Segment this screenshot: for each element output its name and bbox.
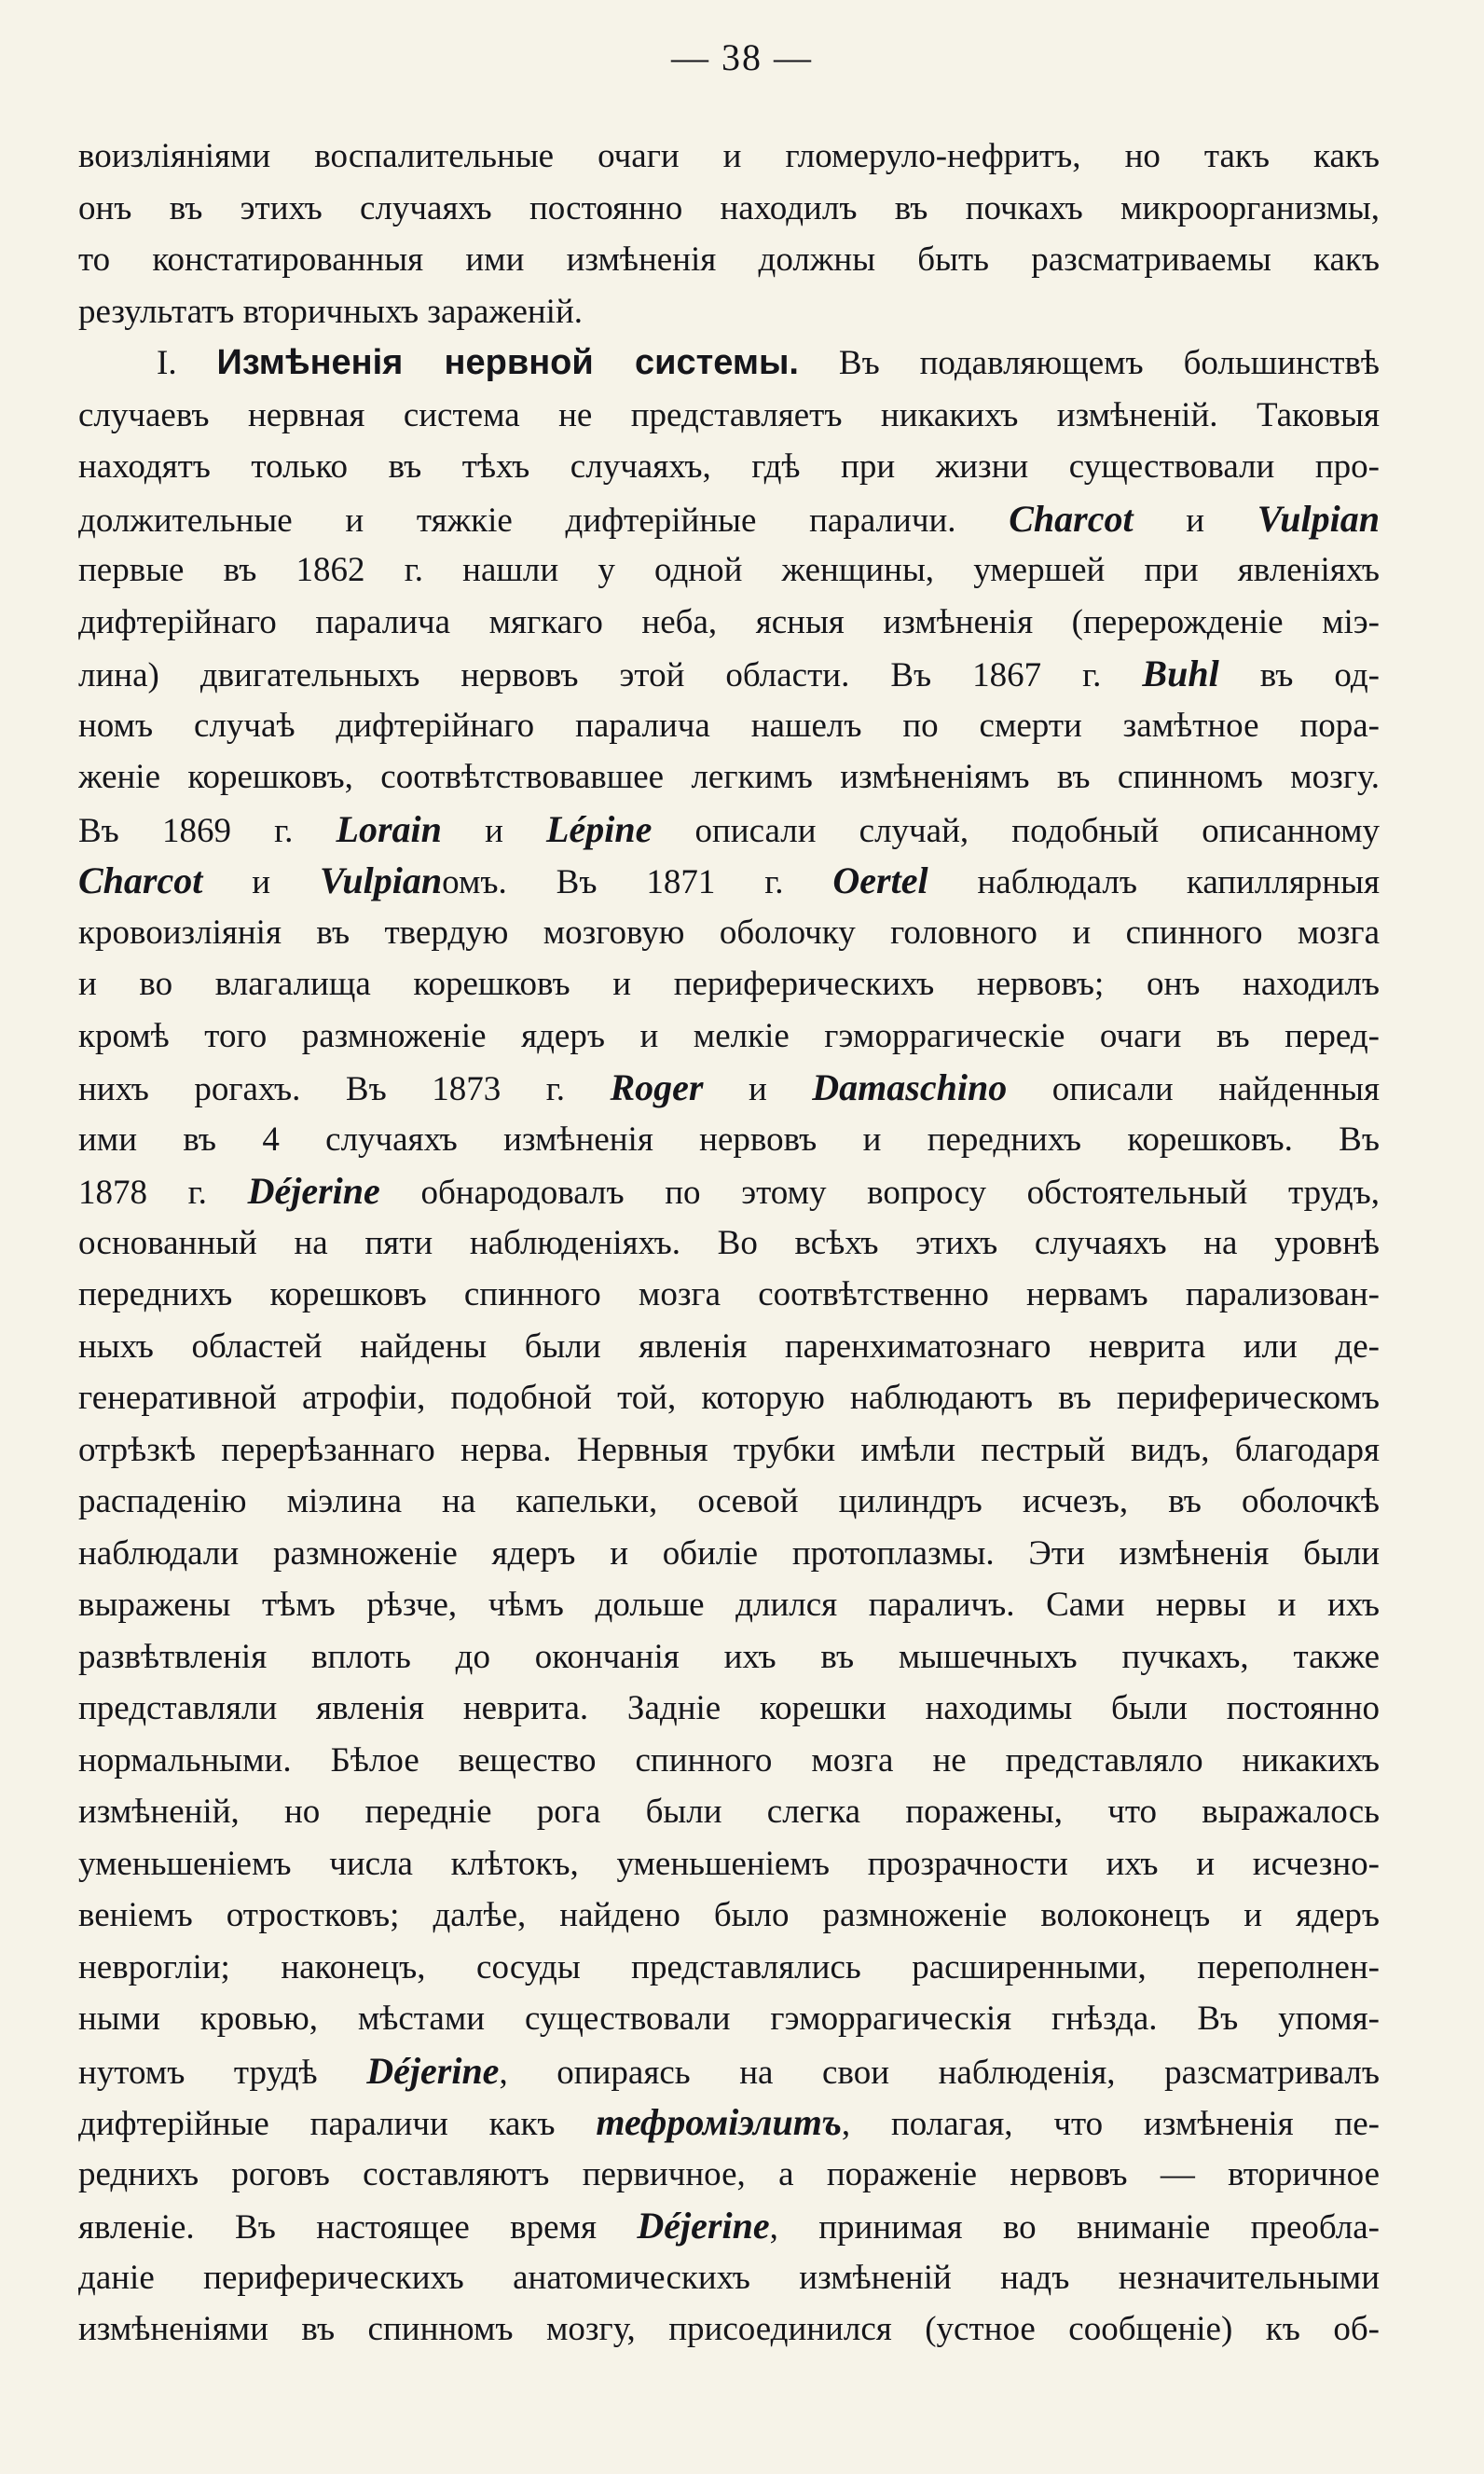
text-line: то констатированныя ими измѣненія должны быть разсматриваемы какъ: [78, 241, 1380, 279]
text-segment: и: [441, 811, 547, 850]
text-line: уменьшеніемъ числа клѣтокъ, уменьшеніемъ прозрачности ихъ и исчезно-: [78, 1844, 1380, 1883]
author-name: Déjerine: [366, 2049, 500, 2092]
text-line: отрѣзкѣ перерѣзаннаго нерва. Нервныя трубки имѣли пестрый видъ, благодаря: [78, 1430, 1380, 1469]
text-line: [78, 337, 1380, 390]
text-segment: I.: [157, 344, 217, 382]
author-name: Buhl: [1142, 653, 1219, 694]
text-segment: 1878 г.: [78, 1174, 248, 1212]
text-line: [78, 648, 1380, 700]
text-segment: нутомъ трудѣ: [78, 2053, 367, 2092]
text-segment: , опираясь на свои наблюденія, разсматривалъ: [499, 2053, 1380, 2092]
text-segment: нихъ рогахъ. Въ 1873 г.: [78, 1070, 611, 1108]
text-segment: описали найденныя: [1007, 1070, 1380, 1108]
text-line: [78, 2096, 1380, 2149]
text-line: [78, 2045, 1380, 2097]
author-name: Charcot: [1009, 497, 1134, 540]
text-line: генеративной атрофіи, подобной той, которую наблюдаютъ въ периферическомъ: [78, 1379, 1380, 1417]
text-line: номъ случаѣ дифтерійнаго паралича нашелъ по смерти замѣтное пора-: [78, 706, 1380, 745]
text-segment: и: [703, 1070, 813, 1108]
author-name: Lépine: [546, 807, 653, 850]
text-line: развѣтвленія вплоть до окончанія ихъ въ мышечныхъ пучкахъ, также: [78, 1637, 1380, 1676]
text-line: измѣненій, но передніе рога были слегка поражены, что выражалось: [78, 1793, 1380, 1831]
text-line: ими въ 4 случаяхъ измѣненія нервовъ и переднихъ корешковъ. Въ: [78, 1120, 1380, 1159]
author-name: Damaschino: [812, 1066, 1008, 1108]
author-name: Déjerine: [247, 1170, 380, 1212]
text-line: наблюдали размноженіе ядеръ и обиліе протоплазмы. Эти измѣненія были: [78, 1533, 1380, 1573]
text-line: первые въ 1862 г. нашли у одной женщины, умершей при явленіяхъ: [78, 551, 1380, 589]
text-line: [78, 2200, 1380, 2252]
author-name: Vulpian: [1257, 497, 1380, 540]
text-line: находятъ только въ тѣхъ случаяхъ, гдѣ при жизни существовали про-: [78, 447, 1380, 486]
author-name: Déjerine: [637, 2205, 770, 2247]
text-segment: Въ 1869 г.: [78, 811, 337, 850]
text-line: [78, 493, 1380, 545]
text-line: случаевъ нервная система не представляетъ никакихъ измѣненій. Таковыя: [78, 395, 1380, 434]
text-line: ными кровью, мѣстами существовали гэморрагическія гнѣзда. Въ упомя-: [78, 2000, 1380, 2038]
text-line: онъ въ этихъ случаяхъ постоянно находилъ въ почкахъ микроорганизмы,: [78, 188, 1380, 227]
text-segment: обнародовалъ по этому вопросу обстоятельный трудъ,: [379, 1174, 1380, 1212]
text-line: представляли явленія неврита. Задніе корешки находимы были постоянно: [78, 1689, 1380, 1727]
body-text: [78, 131, 1380, 2356]
text-line: воизліяніями воспалительные очаги и гломеруло-нефритъ, но такъ какъ: [78, 137, 1380, 175]
text-line: выражены тѣмъ рѣзче, чѣмъ дольше длился параличъ. Сами нервы и ихъ: [78, 1586, 1380, 1624]
text-segment: дифтерійные параличи какъ: [78, 2105, 597, 2143]
text-line: кромѣ того размноженіе ядеръ и мелкіе гэморрагическіе очаги въ перед-: [78, 1016, 1380, 1055]
author-name: Charcot: [78, 859, 203, 901]
author-name: Lorain: [336, 807, 442, 850]
text-line: [78, 855, 1380, 907]
text-segment: омъ. Въ 1871 г.: [442, 863, 833, 901]
text-segment: , принимая во вниманіе преобла-: [769, 2208, 1380, 2247]
text-line: ныхъ областей найдены были явленія паренхиматознаго неврита или де-: [78, 1326, 1380, 1366]
text-line: и во влагалища корешковъ и периферическихъ нервовъ; онъ находилъ: [78, 965, 1380, 1003]
text-segment: Въ подавляющемъ большинствѣ: [798, 344, 1380, 382]
text-segment: и: [202, 863, 320, 901]
text-line: результатъ вторичныхъ зараженій.: [78, 292, 584, 331]
author-name: Oertel: [832, 859, 928, 901]
author-name: Vulpian: [319, 859, 443, 901]
text-line: [78, 1165, 1380, 1217]
text-segment: явленіе. Въ настоящее время: [78, 2208, 638, 2247]
text-segment: лина) двигательныхъ нервовъ этой области. Въ 1867 г.: [78, 656, 1143, 694]
text-line: [78, 1062, 1380, 1114]
author-name: тефроміэлитъ: [596, 2101, 842, 2143]
text-segment: , полагая, что измѣненія пе-: [841, 2105, 1380, 2143]
text-line: реднихъ роговъ составляютъ первичное, а пораженіе нервовъ — вторичное: [78, 2154, 1380, 2193]
text-line: переднихъ корешковъ спинного мозга соотвѣтственно нервамъ парализован-: [78, 1275, 1380, 1313]
text-line: [78, 804, 1380, 856]
text-line: даніе периферическихъ анатомическихъ измѣненій надъ незначительными: [78, 2258, 1380, 2297]
text-line: распаденію міэлина на капельки, осевой цилиндръ исчезъ, въ оболочкѣ: [78, 1482, 1380, 1520]
section-heading: Измѣненія нервной системы.: [216, 343, 799, 382]
page-number: — 38 —: [671, 36, 813, 78]
text-line: невроглiи; наконецъ, сосуды представлялись расширенными, переполнен-: [78, 1947, 1380, 1986]
text-line: измѣненіями въ спинномъ мозгу, присоединился (устное сообщеніе) къ об-: [78, 2310, 1380, 2348]
text-segment: описали случай, подобный описанному: [652, 811, 1380, 850]
text-line: веніемъ отростковъ; далѣе, найдено было размноженіе волоконецъ и ядеръ: [78, 1896, 1380, 1934]
text-segment: и: [1133, 501, 1257, 540]
text-line: основанный на пяти наблюденіяхъ. Во всѣхъ этихъ случаяхъ на уровнѣ: [78, 1223, 1380, 1262]
text-segment: въ од-: [1218, 656, 1380, 694]
text-line: дифтерійнаго паралича мягкаго неба, ясныя измѣненія (перерожденіе міэ-: [78, 602, 1380, 641]
text-segment: должительные и тяжкіе дифтерійные параличи.: [78, 501, 1010, 540]
text-line: кровоизліянія въ твердую мозговую оболочку головного и спинного мозга: [78, 913, 1380, 952]
text-line: женіе корешковъ, соотвѣтствовавшее легкимъ измѣненіямъ въ спинномъ мозгу.: [78, 758, 1380, 796]
text-line: нормальными. Бѣлое вещество спинного мозга не представляло никакихъ: [78, 1740, 1380, 1780]
author-name: Roger: [610, 1066, 704, 1108]
text-segment: наблюдалъ капиллярныя: [928, 863, 1380, 901]
